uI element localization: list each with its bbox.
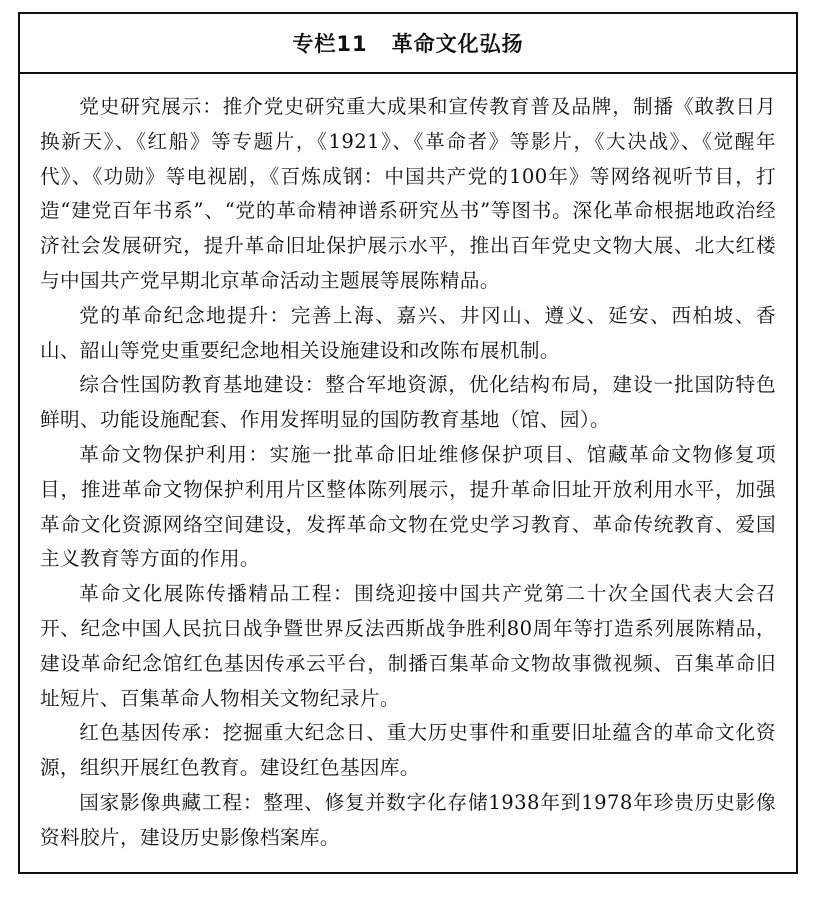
- paragraph-party-history: 党史研究展示：推介党史研究重大成果和宣传教育普及品牌，制播《敢教日月换新天》、《红船》等专题片，《1921》、《革命者》等影片，《大决战》、《觉醒年代》、《功勋》等电视剧，《百炼成钢：中国共产党的100年》等网络视听节目，打造“建党百年书系”、“党的革命精神谱系研究丛书”等图书。深化革命根据地政治经济社会发展研究，提升革命旧址保护展示水平，推出百年党史文物大展、北大红楼与中国共产党早期北京革命活动主题展等展陈精品。: [40, 95, 776, 292]
- column-box: [18, 12, 798, 874]
- paragraph-defense-education: 综合性国防教育基地建设：整合军地资源，优化结构布局，建设一批国防特色鲜明、功能设施配套、作用发挥明显的国防教育基地（馆、园）。: [40, 373, 776, 432]
- column-title: [292, 28, 523, 58]
- paragraph-exhibition-project: 革命文化展陈传播精品工程：围绕迎接中国共产党第二十次全国代表大会召开、纪念中国人民抗日战争暨世界反法西斯战争胜利80周年等打造系列展陈精品，建设革命纪念馆红色基因传承云平台，制播百集革命文物故事微视频、百集革命旧址短片、百集革命人物相关文物纪录片。: [40, 582, 776, 710]
- paragraph-relics-protection: 革命文物保护利用：实施一批革命旧址维修保护项目、馆藏革命文物修复项目，推进革命文物保护利用片区整体陈列展示，提升革命旧址开放利用水平，加强革命文化资源网络空间建设，发挥革命文物在党史学习教育、革命传统教育、爱国主义教育等方面的作用。: [40, 442, 776, 571]
- paragraph-memorial-sites: 党的革命纪念地提升：完善上海、嘉兴、井冈山、遵义、延安、西柏坡、香山、韶山等党史重要纪念地相关设施建设和改陈布展机制。: [40, 303, 776, 362]
- column-title-label: 专栏11: [292, 32, 368, 56]
- paragraph-red-gene: 红色基因传承：挖掘重大纪念日、重大历史事件和重要旧址蕴含的革命文化资源，组织开展红色教育。建设红色基因库。: [40, 721, 776, 780]
- column-title-text: 革命文化弘扬: [391, 32, 524, 56]
- paragraph-image-archive: 国家影像典藏工程：整理、修复并数字化存储1938年到1978年珍贵历史影像资料胶片，建设历史影像档案库。: [40, 790, 776, 849]
- column-body: [20, 74, 796, 856]
- column-header: [20, 14, 796, 74]
